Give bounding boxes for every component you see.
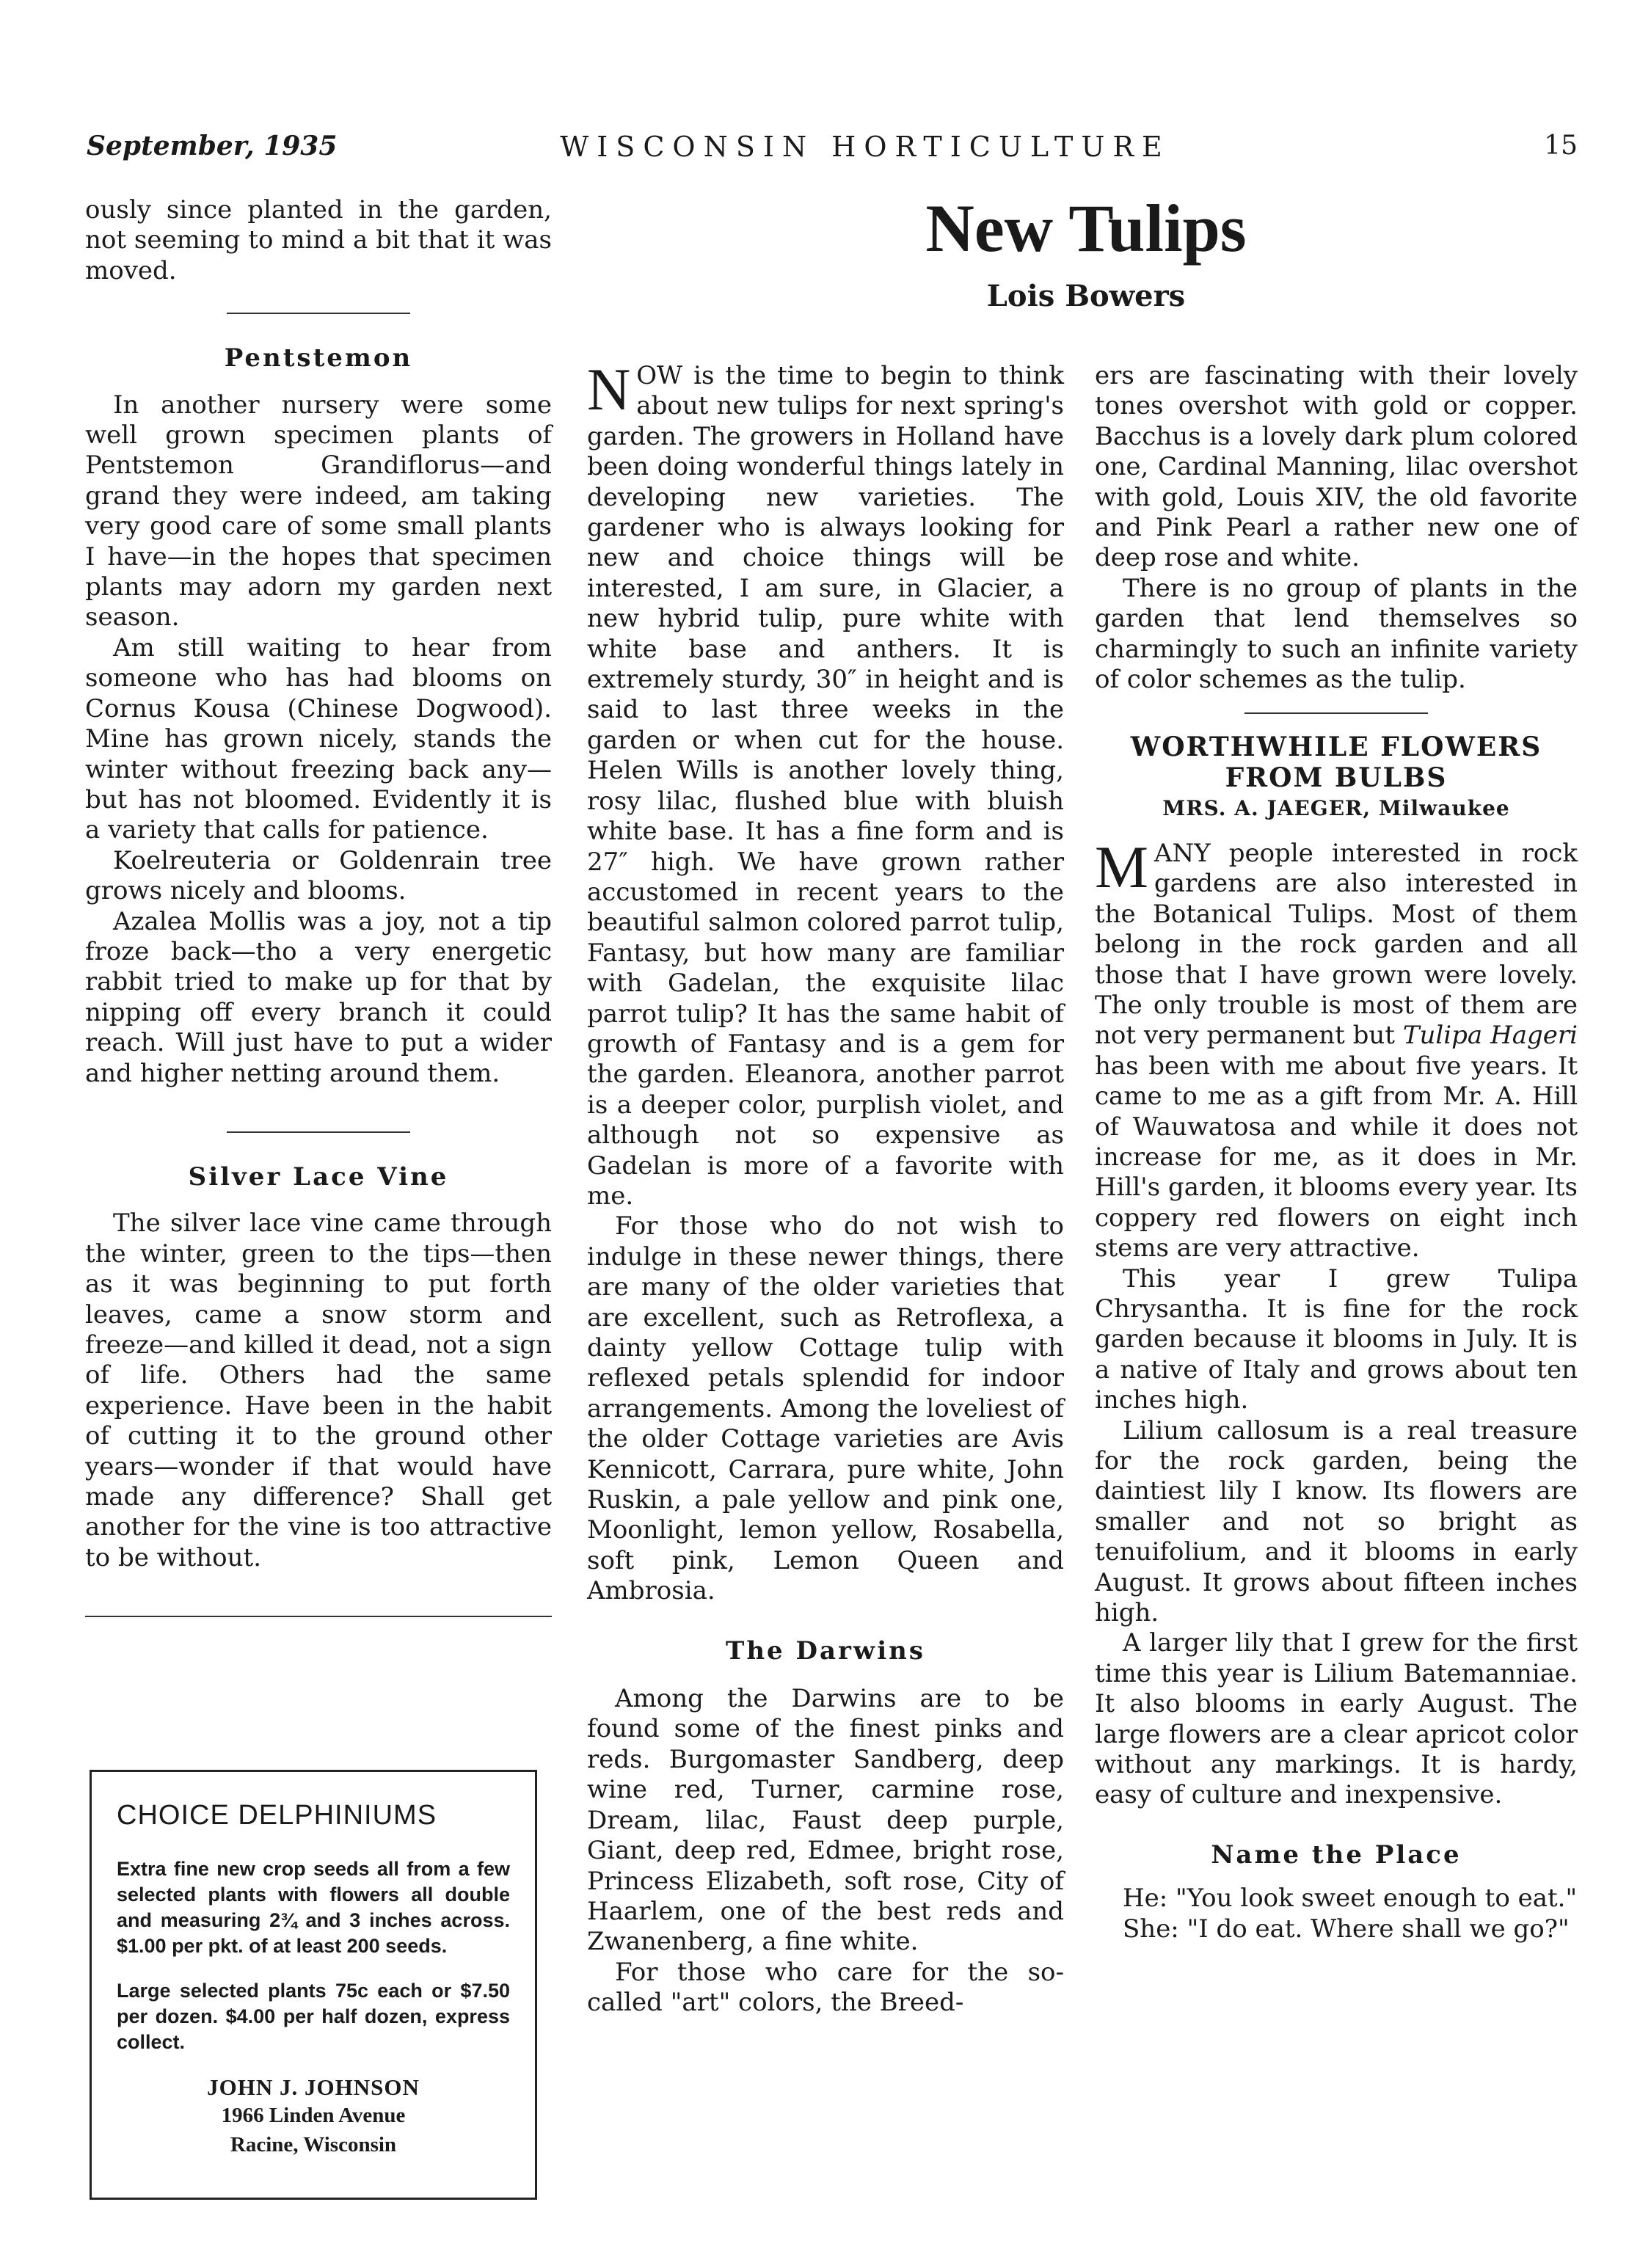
paragraph: Lilium callosum is a real treasure for the rock garden, being the daintiest lily I know. Its flowers are smaller and not so bright as tenuifolium, and it blooms in early August. It grows about fifteen inches high.: [1095, 1415, 1578, 1628]
drop-cap: M: [1095, 833, 1148, 900]
running-head: [87, 131, 1578, 167]
worthwhile-author: MRS. A. JAEGER, Milwaukee: [1162, 796, 1510, 821]
drop-cap: N: [587, 356, 631, 423]
worthwhile-heading: WORTHWHILE FLOWERS FROM BULBS: [1130, 732, 1542, 794]
darwins-heading: The Darwins: [726, 1636, 925, 1666]
paragraph: MANY people interested in rock gardens are also interested in the Botanical Tulips. Most of them belong in the rock garden and all those that I have grown were lovely. The only trouble is most of them are not very permanent but Tulipa Hageri has been with me about five years. It came to me as a gift from Mr. A. Hill of Wauwatosa and while it does not increase for me, as it does in Mr. Hill's garden, it blooms every year. Its coppery red flowers on eight inch stems are very attractive.: [1095, 833, 1578, 1264]
right-column: [1095, 361, 1578, 1944]
name-the-place-heading: Name the Place: [1211, 1839, 1462, 1870]
ad-text: Large selected plants 75c each or $7.50 per dozen. $4.00 per half dozen, express collect.: [117, 1980, 510, 2053]
paragraph: In another nursery were some well grown specimen plants of Pentstemon Grandiflorus—and grand they were indeed, am taking very good care of some small plants I have—in the hopes that specimen plants may adorn my garden next season.: [85, 390, 552, 632]
ad-title: CHOICE DELPHINIUMS: [117, 1800, 437, 1831]
paragraph: There is no group of plants in the garden that lend themselves so charmingly to such an infinite variety of color schemes as the tulip.: [1095, 573, 1578, 695]
divider: [85, 1616, 552, 1617]
paragraph: For those who do not wish to indulge in these newer things, there are many of the older varieties that are excellent, such as Retroflexa, a dainty yellow Cottage tulip with reflexed petals splendid for indoor arrangements. Among the loveliest of the older Cottage varieties are Avis Kennicott, Carrara, pure white, John Ruskin, a pale yellow and pink one, Moonlight, lemon yellow, Rosabella, soft pink, Lemon Queen and Ambrosia.: [587, 1211, 1064, 1606]
paragraph: Azalea Mollis was a joy, not a tip froze back—tho a very energetic rabbit tried to make up for that by nipping off every branch it could reach. Will just have to put a wider and higher netting around them.: [85, 906, 552, 1088]
ad-contact: [117, 2074, 510, 2159]
paragraph: Am still waiting to hear from someone who has had blooms on Cornus Kousa (Chinese Dogwood). Mine has grown nicely, stands the winter without freezing back any—but has not bloomed. Evidently it is a variety that calls for patience.: [85, 632, 552, 845]
left-column: [85, 195, 552, 1617]
paragraph: Koelreuteria or Goldenrain tree grows nicely and blooms.: [85, 845, 552, 906]
page-number: 15: [1544, 131, 1578, 161]
silver-lace-heading: Silver Lace Vine: [188, 1162, 449, 1192]
article-title-block: [734, 188, 1438, 313]
issue-date: September, 1935: [87, 131, 338, 161]
continued-text: ously since planted in the garden, not seeming to mind a bit that it was moved.: [85, 195, 552, 285]
article-title: New Tulips: [925, 191, 1247, 266]
ad-text: Extra fine new crop seeds all from a few selected plants with flowers all double and measuring 2¾ and 3 inches across. $1.00 per pkt. of at least 200 seeds.: [117, 1858, 510, 1957]
paragraph: ers are fascinating with their lovely tones overshot with gold or copper. Bacchus is a lovely dark plum colored one, Cardinal Manning, lilac overshot with gold, Louis XIV, the old favorite and Pink Pearl a rather new one of deep rose and white.: [1095, 361, 1578, 573]
paragraph: She: "I do eat. Where shall we go?": [1123, 1914, 1570, 1944]
ad-name: JOHN J. JOHNSON: [207, 2074, 420, 2100]
paragraph: The silver lace vine came through the winter, green to the tips—then as it was beginning to put forth leaves, came a snow storm and freeze—and killed it dead, not a sign of life. Others had the same experience. Have been in the habit of cutting it to the ground other years—wonder if that would have made any difference? Shall get another for the vine is too attractive to be without.: [85, 1208, 552, 1572]
pentstemon-heading: Pentstemon: [224, 343, 413, 373]
delphinium-ad: [90, 1770, 537, 2200]
paragraph: This year I grew Tulipa Chrysantha. It is fine for the rock garden because it blooms in July. It is a native of Italy and grows about ten inches high.: [1095, 1264, 1578, 1415]
paragraph: He: "You look sweet enough to eat.": [1123, 1884, 1578, 1914]
ad-city: Racine, Wisconsin: [230, 2133, 397, 2156]
ad-address: 1966 Linden Avenue: [221, 2104, 406, 2127]
italic-species: Tulipa Hageri: [1402, 1021, 1578, 1051]
paragraph: A larger lily that I grew for the first time this year is Lilium Batemanniae. It also blooms in early August. The large flowers are a clear apricot color without any markings. It is hardy, easy of culture and inexpensive.: [1095, 1628, 1578, 1810]
article-author: Lois Bowers: [986, 279, 1186, 313]
paragraph: NOW is the time to begin to think about new tulips for next spring's garden. The growers in Holland have been doing wonderful things lately in developing new varieties. The gardener who is always looking for new and choice things will be interested, I am sure, in Glacier, a new hybrid tulip, pure white with white base and anthers. It is extremely sturdy, 30″ in height and is said to last three weeks in the garden or when cut for the house. Helen Wills is another lovely thing, rosy lilac, flushed blue with bluish white base. It has a fine form and is 27″ high. We have grown rather accustomed in recent years to the beautiful salmon colored parrot tulip, Fantasy, but how many are familiar with Gadelan, the exquisite lilac parrot tulip? It has the same habit of growth of Fantasy and is a gem for the garden. Eleanora, another parrot is a deeper color, purplish violet, and although not so expensive as Gadelan is more of a favorite with me.: [587, 356, 1064, 1211]
middle-column: [587, 356, 1064, 2019]
paragraph: Among the Darwins are to be found some of the finest pinks and reds. Burgomaster Sandberg, deep wine red, Turner, carmine rose, Dream, lilac, Faust deep purple, Giant, deep red, Edmee, bright rose, Princess Elizabeth, soft rose, City of Haarlem, one of the best reds and Zwanenberg, a fine white.: [587, 1684, 1064, 1957]
paragraph: For those who care for the so-called "art" colors, the Breed-: [587, 1957, 1064, 2018]
magazine-title: WISCONSIN HORTICULTURE: [560, 131, 1170, 163]
